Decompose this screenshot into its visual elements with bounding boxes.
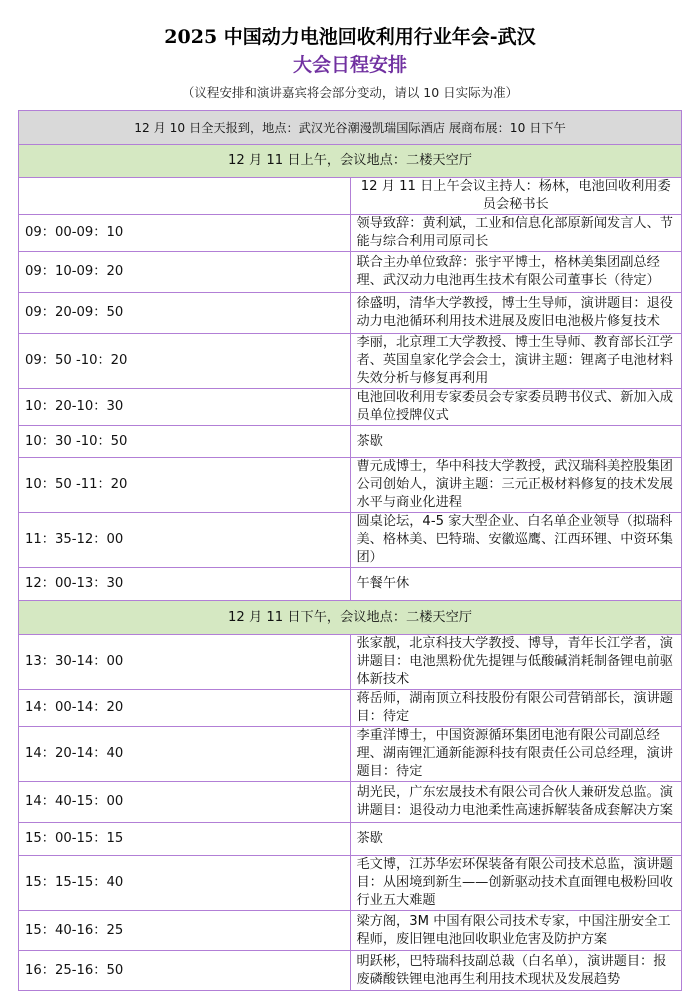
agenda-time: 09：20-09：50 (19, 293, 351, 334)
agenda-time: 16：25-16：50 (19, 951, 351, 991)
agenda-time: 13：30-14：00 (19, 635, 351, 690)
agenda-content: 圆桌论坛，4-5 家大型企业、白名单企业领导（拟瑞科美、格林美、巴特瑞、安徽巡鹰、江西环锂、中资环集团） (350, 513, 682, 568)
agenda-row (19, 690, 682, 727)
agenda-content: 联合主办单位致辞：张宇平博士，格林美集团副总经理、武汉动力电池再生技术有限公司董事长（待定） (350, 252, 682, 293)
morning-header: 12 月 11 日上午，会议地点：二楼天空厅 (19, 145, 682, 178)
agenda-row (19, 458, 682, 513)
agenda-time: 10：30 -10：50 (19, 426, 351, 458)
schedule-note: （议程安排和演讲嘉宾将会部分变动，请以 10 日实际为准） (181, 85, 519, 100)
agenda-content: 梁方阁，3M 中国有限公司技术专家，中国注册安全工程师，废旧锂电池回收职业危害及防护方案 (350, 911, 682, 951)
agenda-row (19, 293, 682, 334)
page-subtitle: 大会日程安排 (292, 54, 407, 76)
agenda-table (18, 110, 682, 991)
morning-header-row (19, 145, 682, 178)
agenda-row (19, 911, 682, 951)
agenda-content: 电池回收利用专家委员会专家委员聘书仪式、新加入成员单位授牌仪式 (350, 389, 682, 426)
agenda-content: 蒋岳师，湖南顶立科技股份有限公司营销部长，演讲题目：待定 (350, 690, 682, 727)
agenda-row (19, 823, 682, 856)
agenda-row (19, 951, 682, 991)
agenda-content: 李重洋博士，中国资源循环集团电池有限公司副总经理、湖南锂汇通新能源科技有限责任公司总经理，演讲题目：待定 (350, 727, 682, 782)
host-row (19, 178, 682, 215)
agenda-content: 茶歇 (350, 823, 682, 856)
agenda-time: 11：35-12：00 (19, 513, 351, 568)
agenda-time: 12：00-13：30 (19, 568, 351, 601)
agenda-row (19, 426, 682, 458)
checkin-cell: 12 月 10 日全天报到，地点：武汉光谷潮漫凯瑞国际酒店 展商布展：10 日下午 (19, 111, 682, 145)
host-cell: 12 月 11 日上午会议主持人：杨林，电池回收利用委员会秘书长 (350, 178, 682, 215)
agenda-content: 曹元成博士，华中科技大学教授，武汉瑞科美控股集团公司创始人，演讲主题：三元正极材料修复的技术发展水平与商业化进程 (350, 458, 682, 513)
agenda-time: 09：10-09：20 (19, 252, 351, 293)
agenda-row (19, 568, 682, 601)
agenda-row (19, 635, 682, 690)
agenda-time: 10：20-10：30 (19, 389, 351, 426)
agenda-time: 09：50 -10：20 (19, 334, 351, 389)
agenda-row (19, 252, 682, 293)
agenda-content: 李丽，北京理工大学教授、博士生导师、教育部长江学者、英国皇家化学会会士，演讲主题：锂离子电池材料失效分析与修复再利用 (350, 334, 682, 389)
agenda-time: 14：40-15：00 (19, 782, 351, 823)
checkin-row (19, 111, 682, 145)
agenda-time: 14：00-14：20 (19, 690, 351, 727)
agenda-row (19, 782, 682, 823)
agenda-content: 茶歇 (350, 426, 682, 458)
agenda-row (19, 513, 682, 568)
page-title: 2025 中国动力电池回收利用行业年会-武汉 (164, 26, 536, 48)
agenda-content: 明跃彬，巴特瑞科技副总裁（白名单），演讲题目：报废磷酸铁锂电池再生利用技术现状及发展趋势 (350, 951, 682, 991)
agenda-time: 15：40-16：25 (19, 911, 351, 951)
agenda-row (19, 215, 682, 252)
agenda-content: 胡光民，广东宏晟技术有限公司合伙人兼研发总监。演讲题目：退役动力电池柔性高速拆解装备成套解决方案 (350, 782, 682, 823)
agenda-row (19, 727, 682, 782)
agenda-row (19, 334, 682, 389)
agenda-time: 15：15-15：40 (19, 856, 351, 911)
agenda-time: 09：00-09：10 (19, 215, 351, 252)
afternoon-header-row (19, 601, 682, 635)
agenda-content: 张家靓，北京科技大学教授、博导，青年长江学者，演讲题目：电池黑粉优先提锂与低酸碱消耗制备锂电前驱体新技术 (350, 635, 682, 690)
agenda-content: 毛文博，江苏华宏环保装备有限公司技术总监，演讲题目：从困境到新生——创新驱动技术直面锂电极粉回收行业五大难题 (350, 856, 682, 911)
agenda-time: 10：50 -11：20 (19, 458, 351, 513)
agenda-time: 15：00-15：15 (19, 823, 351, 856)
agenda-row (19, 856, 682, 911)
afternoon-header: 12 月 11 日下午，会议地点：二楼天空厅 (19, 601, 682, 635)
agenda-row (19, 389, 682, 426)
agenda-time: 14：20-14：40 (19, 727, 351, 782)
agenda-content: 徐盛明，清华大学教授，博士生导师，演讲题目：退役动力电池循环利用技术进展及废旧电池极片修复技术 (350, 293, 682, 334)
agenda-content: 领导致辞：黄利斌，工业和信息化部原新闻发言人、节能与综合利用司原司长 (350, 215, 682, 252)
host-time-cell (19, 178, 351, 215)
agenda-content: 午餐午休 (350, 568, 682, 601)
